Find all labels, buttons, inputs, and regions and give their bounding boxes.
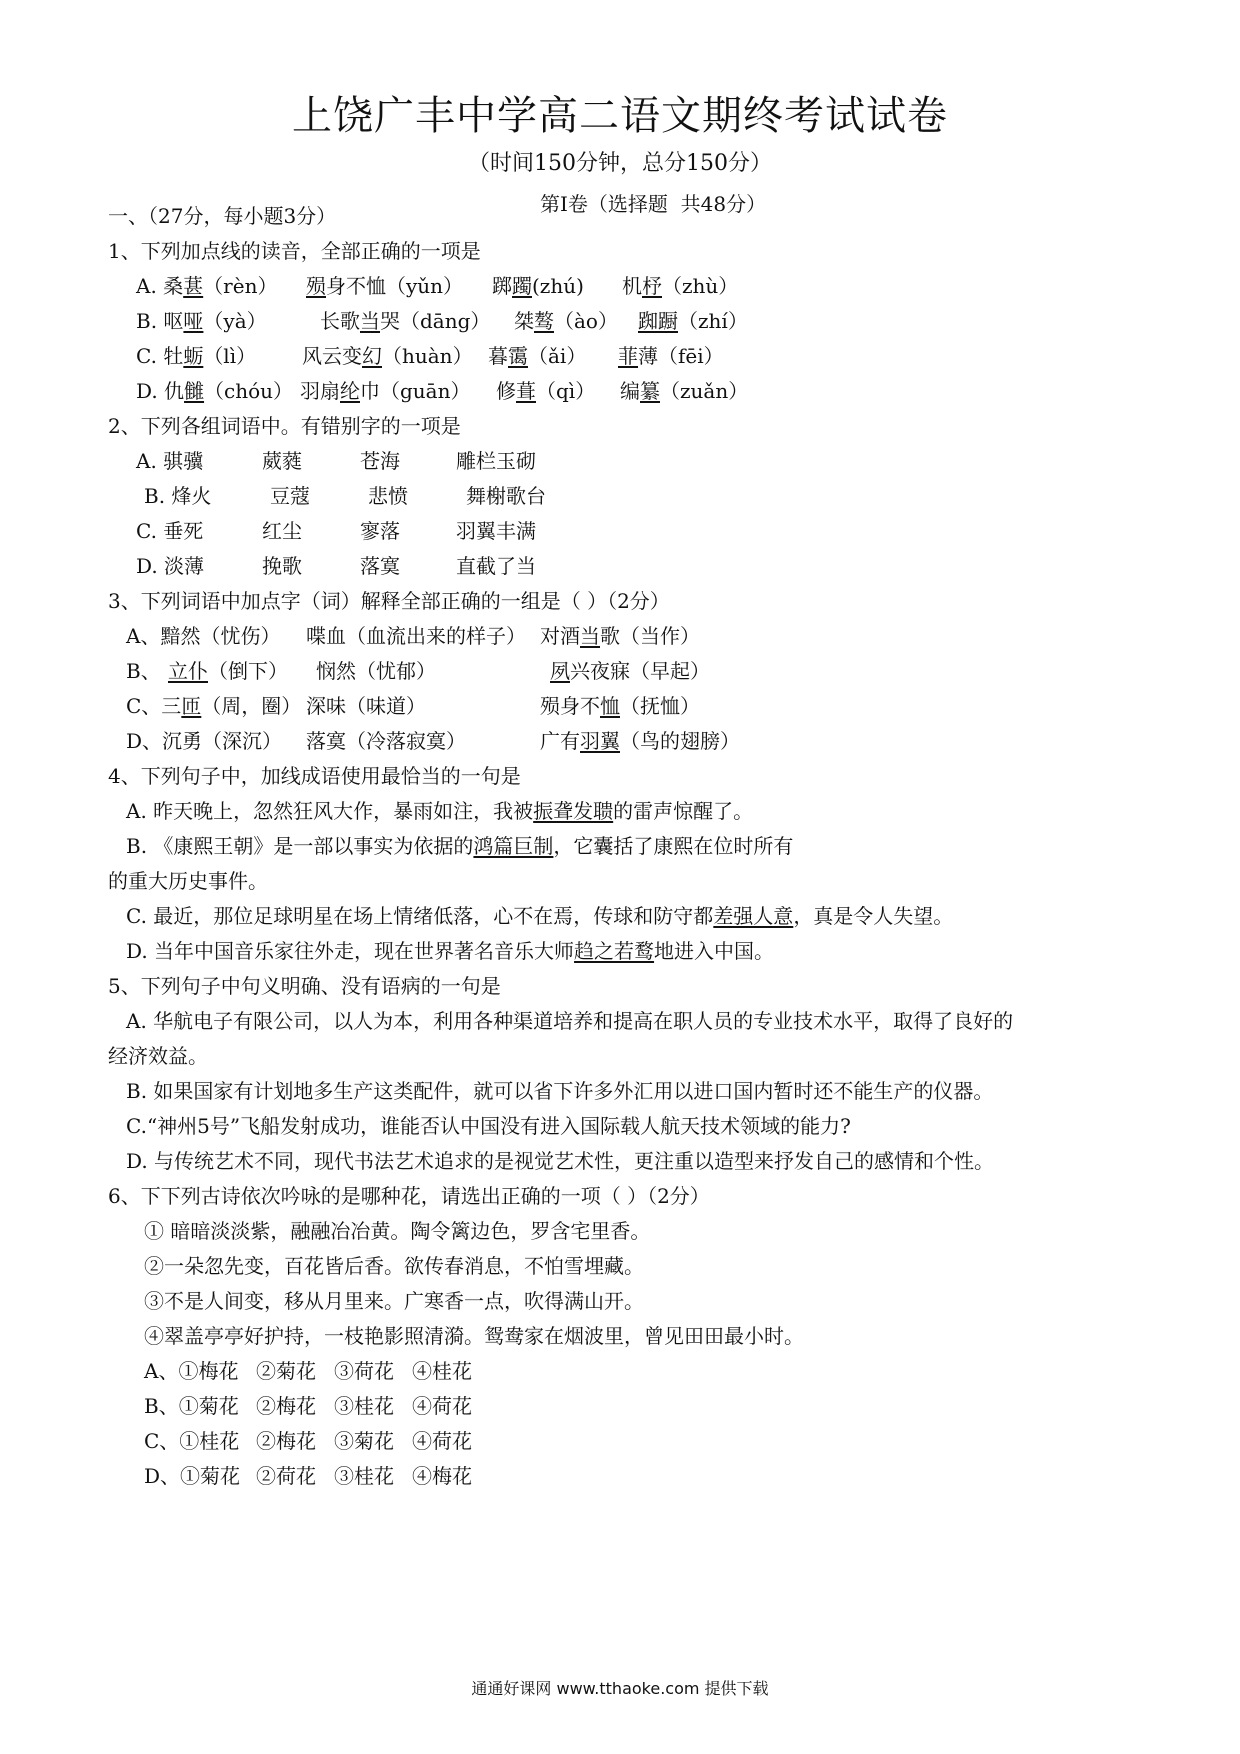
question-5-option-b: B. 如果国家有计划地多生产这类配件，就可以省下许多外汇用以进口国内暂时还不能生产的仪器。 — [126, 1079, 994, 1103]
question-4-option-c: C. 最近，那位足球明星在场上情绪低落，心不在焉，传球和防守都差强人意，真是令人失望。 — [126, 904, 954, 928]
question-4-option-b: B. 《康熙王朝》是一部以事实为依据的鸿篇巨制，它囊括了康熙在位时所有 — [126, 834, 794, 858]
footer-source: 通通好课网 www.tthaoke.com 提供下载 — [471, 1679, 769, 1698]
question-5-option-c: C.“神州5号”飞船发射成功，谁能否认中国没有进入国际载人航天技术领域的能力? — [126, 1114, 851, 1138]
question-4-option-b-continued: 的重大历史事件。 — [108, 869, 268, 893]
question-3-stem: 3、下列词语中加点字（词）解释全部正确的一组是（ ）（2分） — [108, 589, 670, 613]
question-4-stem: 4、下列句子中，加线成语使用最恰当的一句是 — [108, 764, 521, 788]
question-1-stem: 1、下列加点线的读音，全部正确的一项是 — [108, 239, 481, 263]
part-heading: 第I卷（选择题 共48分） — [540, 192, 767, 216]
question-6-stem: 6、下下列古诗依次吟咏的是哪种花，请选出正确的一项（ ）（2分） — [108, 1184, 710, 1208]
poem-1: ① 暗暗淡淡紫，融融冶冶黄。陶令篱边色，罗含宅里香。 — [144, 1219, 651, 1243]
section-heading: 一、（27分，每小题3分） — [108, 204, 337, 228]
page-title: 上饶广丰中学高二语文期终考试试卷 — [292, 93, 948, 139]
question-5-option-a-continued: 经济效益。 — [108, 1044, 208, 1068]
poem-2: ②一朵忽先变，百花皆后香。欲传春消息，不怕雪埋藏。 — [144, 1254, 644, 1278]
exam-subtitle: （时间150分钟，总分150分） — [468, 151, 772, 176]
question-4-option-d: D. 当年中国音乐家往外走，现在世界著名音乐大师趋之若鹜地进入中国。 — [126, 939, 775, 963]
question-5-stem: 5、下列句子中句义明确、没有语病的一句是 — [108, 974, 501, 998]
poem-3: ③不是人间变，移从月里来。广寒香一点，吹得满山开。 — [144, 1289, 644, 1313]
question-2-stem: 2、下列各组词语中。有错别字的一项是 — [108, 414, 461, 438]
question-5-option-a: A. 华航电子有限公司，以人为本，利用各种渠道培养和提高在职人员的专业技术水平，取得了良好的 — [126, 1009, 1014, 1033]
exam-page: 上饶广丰中学高二语文期终考试试卷 （时间150分钟，总分150分） 第I卷（选择题 共48分） 一、（27分，每小题3分） 1、下列加点线的读音，全部正确的一项是 A. 桑葚（rèn） 殒身不恤（yǔn） 踯躅(zhú) 机杼（zhù） B. 呕哑（yà） 长歌当哭（dāng） 桀骜（ào） 踟蹰（zhí） C. 牡蛎（lì） 风云变幻（huàn） 暮霭（ǎi） 菲薄（fēi） D. 仇雠（chóu） 羽扇纶巾（guān） 修葺（qì） 编纂（zuǎn） 2、下列各组词语中。有错别字的一项是 A. 骐骥 葳蕤 苍海 雕栏玉砌 B. 烽火 豆蔻 悲愤 舞榭歌台 C. 垂死 红尘 寥落 羽翼丰满 D. 淡薄 挽歌 落寞 直截了当 3、下列词语中加点字（词）解释全部正确的一组是（ ）（2分） A、黯然（忧伤） 喋血（血流出来的样子） 对酒当歌（当作） B、 立仆（倒下） 悯然（忧郁） 夙兴夜寐（早起） C、三匝（周，圈） 深味（味道） 殒身不恤（抚恤） D、沉勇（深沉） 落寞（冷落寂寞） 广有羽翼（鸟的翅膀） 4、下列句子中，加线成语使用最恰当的一句是 A. 昨天晚上，忽然狂风大作，暴雨如注，我被振聋发聩的雷声惊醒了。 B. 《康熙王朝》是一部以事实为依据的鸿篇巨制，它囊括了康熙在位时所有 的重大历史事件。 C. 最近，那位足球明星在场上情绪低落，心不在焉，传球和防守都差强人意，真是令人失望。 D. 当年中国音乐家往外走，现在世界著名音乐大师趋之若鹜地进入中国。 5、下列句子中句义明确、没有语病的一句是 A. 华航电子有限公司，以人为本，利用各种渠道培养和提高在职人员的专业技术水平，取得了良好的 经济效益。 B. 如果国家有计划地多生产这类配件，就可以省下许多外汇用以进口国内暂时还不能生产的仪器。 C.“神州5号”飞船发射成功，谁能否认中国没有进入国际载人航天技术领域的能力? D. 与传统艺术不同，现代书法艺术追求的是视觉艺术性，更注重以造型来抒发自己的感情和个性。 6、下下列古诗依次吟咏的是哪种花，请选出正确的一项（ ）（2分） ① 暗暗淡淡紫，融融冶冶黄。陶令篱边色，罗含宅里香。 ②一朵忽先变，百花皆后香。欲传春消息，不怕雪埋藏。 ③不是人间变，移从月里来。广寒香一点，吹得满山开。 ④翠盖亭亭好护持，一枝艳影照清漪。鸳鸯家在烟波里，曾见田田最小时。 A、①梅花 ②菊花 ③荷花 ④桂花 B、①菊花 ②梅花 ③桂花 ④荷花 C、①桂花 ②梅花 ③菊花 ④荷花 D、①菊花 ②荷花 ③桂花 ④梅花 通通好课网 www.tthaoke.com 提供下载 — [0, 0, 1240, 1754]
poem-4: ④翠盖亭亭好护持，一枝艳影照清漪。鸳鸯家在烟波里，曾见田田最小时。 — [144, 1324, 804, 1348]
question-4-option-a: A. 昨天晚上，忽然狂风大作，暴雨如注，我被振聋发聩的雷声惊醒了。 — [126, 799, 754, 823]
question-5-option-d: D. 与传统艺术不同，现代书法艺术追求的是视觉艺术性，更注重以造型来抒发自己的感情和个性。 — [126, 1149, 995, 1173]
